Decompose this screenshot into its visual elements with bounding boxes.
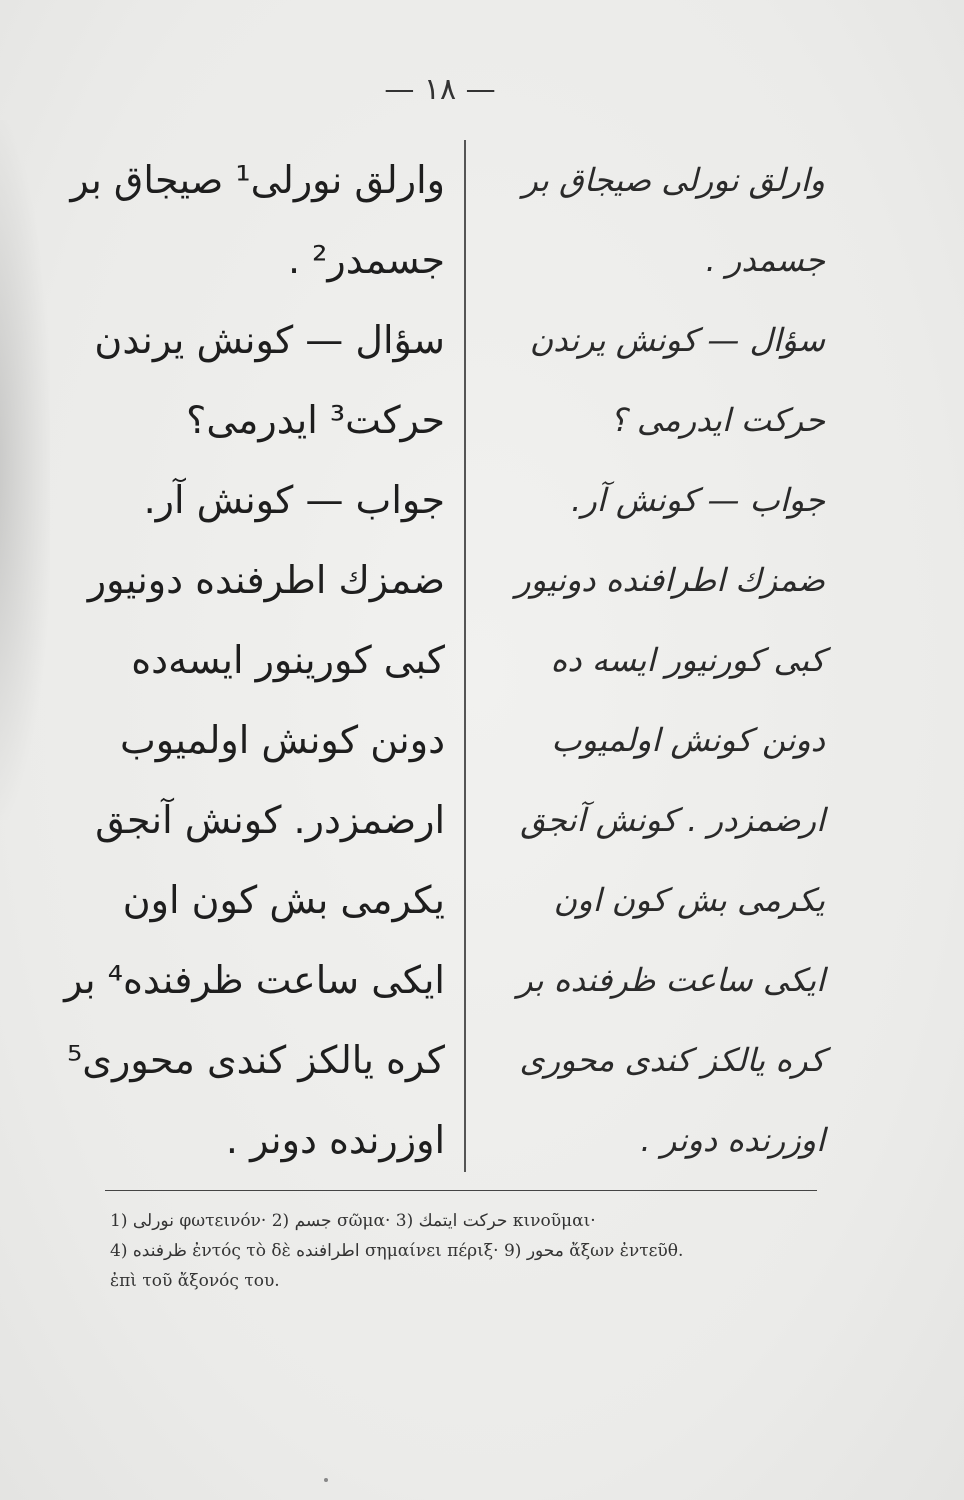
text-line: کبی کورینور ایسه‌ده: [131, 638, 445, 682]
text-line: جواب — کونش آر.: [571, 481, 825, 519]
text-line: حرکت³ ایدرمی؟: [186, 398, 445, 442]
footnote-line: 1) نورلی φωτεινόν· 2) جسم σῶμα· 3) حرکت ایتمك κινοῦμαι·: [110, 1211, 596, 1231]
text-line: وارلق نورلی صیجاق بر: [522, 161, 825, 199]
text-line: ایکی ساعت ظرفنده بر: [517, 961, 825, 999]
text-line: وارلق نورلی¹ صیجاق بر: [70, 158, 445, 202]
text-line: سؤال — کونش یرندن: [529, 321, 825, 359]
text-line: یکرمی بش کون اون: [122, 878, 445, 922]
text-line: جواب — کونش آر.: [143, 478, 445, 522]
text-line: کره یالکز کندی محوری: [519, 1041, 825, 1079]
text-line: ایکی ساعت ظرفنده⁴ بر: [64, 958, 445, 1002]
text-line: اوزرنده دونر .: [225, 1118, 445, 1162]
text-line: دونن کونش اولمیوب: [119, 718, 445, 762]
page-number: — ١٨ —: [384, 72, 496, 107]
text-line: جسمدر .: [705, 241, 825, 279]
text-line: حرکت ایدرمی ؟: [609, 401, 825, 439]
footnote-rule: [105, 1190, 817, 1191]
text-line: ضمزك اطرافنده دونیور: [515, 561, 825, 599]
text-line: کبی کورنیور ایسه ده: [550, 641, 825, 679]
text-line: دونن کونش اولمیوب: [551, 721, 825, 759]
text-line: جسمدر² .: [287, 238, 445, 282]
text-line: اوزرنده دونر .: [640, 1121, 825, 1159]
paper-speck: [324, 1478, 328, 1482]
footnote-line: ἐπὶ τοῦ ἄξονός του.: [110, 1271, 280, 1291]
footnotes: [110, 1206, 830, 1296]
left-column-printed-text: [64, 140, 445, 1180]
text-line: ضمزك اطرفنده دونیور: [87, 558, 445, 602]
text-line: یکرمی بش کون اون: [553, 881, 825, 919]
scan-smudge: [0, 120, 50, 820]
text-line: ارضمزدر. کونش آنجق: [95, 798, 445, 842]
text-line: کره یالکز کندی محوری⁵: [67, 1038, 445, 1082]
column-divider: [464, 140, 466, 1172]
text-line: ارضمزدر . کونش آنجق: [520, 801, 825, 839]
footnote-line: 4) ظرفنده ἐντός τὸ δὲ اطرافنده σημαίνει πέριξ· 9) محور ἄξων ἐντεῦθ.: [110, 1241, 684, 1261]
right-column-script-text: [485, 140, 825, 1180]
text-line: سؤال — کونش یرندن: [94, 318, 445, 362]
